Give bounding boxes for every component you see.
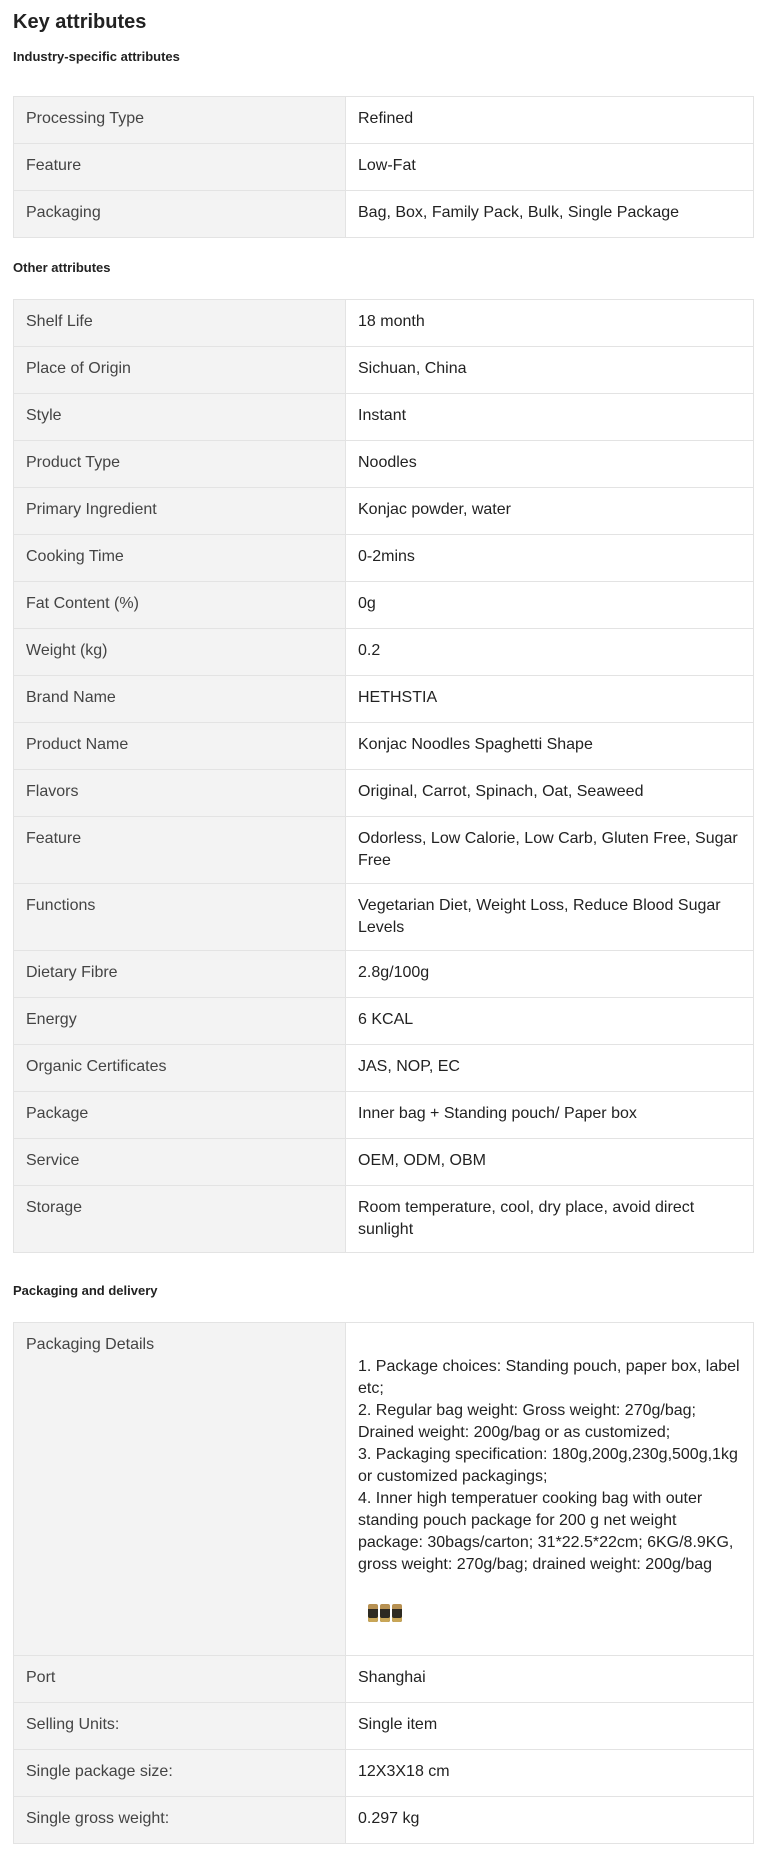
attribute-value: Noodles <box>346 441 754 488</box>
attribute-value: Shanghai <box>346 1656 754 1703</box>
table-row <box>14 998 754 1045</box>
attribute-label: Single gross weight: <box>14 1797 346 1844</box>
section-heading-delivery: Packaging and delivery <box>13 1283 158 1298</box>
attribute-label: Organic Certificates <box>14 1045 346 1092</box>
attribute-value: 0.297 kg <box>346 1797 754 1844</box>
table-row <box>14 347 754 394</box>
attribute-value: Single item <box>346 1703 754 1750</box>
attribute-value: 0.2 <box>346 629 754 676</box>
table-row <box>14 191 754 238</box>
attribute-label: Primary Ingredient <box>14 488 346 535</box>
attribute-label: Selling Units: <box>14 1703 346 1750</box>
attribute-value: 2.8g/100g <box>346 951 754 998</box>
table-row <box>14 394 754 441</box>
attribute-value: 12X3X18 cm <box>346 1750 754 1797</box>
attribute-value: Konjac Noodles Spaghetti Shape <box>346 723 754 770</box>
attribute-value: Instant <box>346 394 754 441</box>
attribute-value: Low-Fat <box>346 144 754 191</box>
other-attributes-table <box>13 299 754 1253</box>
table-row <box>14 1656 754 1703</box>
table-row <box>14 884 754 951</box>
attribute-label: Place of Origin <box>14 347 346 394</box>
attribute-label: Feature <box>14 817 346 884</box>
attribute-label: Package <box>14 1092 346 1139</box>
attribute-label: Product Name <box>14 723 346 770</box>
attribute-label: Port <box>14 1656 346 1703</box>
attribute-value: 6 KCAL <box>346 998 754 1045</box>
attribute-value: 0-2mins <box>346 535 754 582</box>
attribute-label: Cooking Time <box>14 535 346 582</box>
attribute-label: Packaging <box>14 191 346 238</box>
product-thumbnail-image[interactable] <box>380 1604 390 1622</box>
attribute-value: Sichuan, China <box>346 347 754 394</box>
attribute-value: Refined <box>346 97 754 144</box>
table-row <box>14 723 754 770</box>
table-row <box>14 441 754 488</box>
attribute-label: Processing Type <box>14 97 346 144</box>
table-row <box>14 1139 754 1186</box>
attribute-label: Packaging Details <box>14 1323 346 1656</box>
attribute-label: Energy <box>14 998 346 1045</box>
table-row <box>14 1750 754 1797</box>
attribute-label: Style <box>14 394 346 441</box>
attribute-value: Vegetarian Diet, Weight Loss, Reduce Blood Sugar Levels <box>346 884 754 951</box>
product-thumbnail-image[interactable] <box>392 1604 402 1622</box>
attribute-label: Weight (kg) <box>14 629 346 676</box>
packaging-details-cell <box>346 1323 754 1656</box>
attribute-label: Service <box>14 1139 346 1186</box>
delivery-attributes-table <box>13 1322 754 1844</box>
page-title: Key attributes <box>13 11 147 33</box>
table-row <box>14 488 754 535</box>
table-row <box>14 1092 754 1139</box>
table-row <box>14 1186 754 1253</box>
attribute-value: Odorless, Low Calorie, Low Carb, Gluten Free, Sugar Free <box>346 817 754 884</box>
product-thumbnails <box>368 1604 741 1622</box>
table-row <box>14 300 754 347</box>
table-row <box>14 1045 754 1092</box>
attribute-value: Original, Carrot, Spinach, Oat, Seaweed <box>346 770 754 817</box>
attribute-label: Product Type <box>14 441 346 488</box>
attribute-value: JAS, NOP, EC <box>346 1045 754 1092</box>
table-row <box>14 1703 754 1750</box>
table-row <box>14 676 754 723</box>
product-thumbnail-image[interactable] <box>368 1604 378 1622</box>
attribute-value: Inner bag + Standing pouch/ Paper box <box>346 1092 754 1139</box>
table-row <box>14 770 754 817</box>
attribute-label: Dietary Fibre <box>14 951 346 998</box>
attribute-label: Flavors <box>14 770 346 817</box>
attribute-value: 18 month <box>346 300 754 347</box>
table-row <box>14 97 754 144</box>
attribute-value: HETHSTIA <box>346 676 754 723</box>
attribute-label: Functions <box>14 884 346 951</box>
table-row <box>14 817 754 884</box>
table-row <box>14 535 754 582</box>
attribute-label: Feature <box>14 144 346 191</box>
attribute-label: Single package size: <box>14 1750 346 1797</box>
attribute-value: 1. Package choices: Standing pouch, paper box, label etc; 2. Regular bag weight: Gross weight: 270g/bag; Drained weight: 200g/bag or as customized; 3. Packaging specification: 180g,200g,230g,500g,1kg or customized packagings; 4. Inner high temperatuer cooking bag with outer standing pouch package for 200 g net weight package: 30bags/carton; 31*22.5*22cm; 6KG/8.9KG, gross weight: 270g/bag; drained weight: 200g/bag <box>358 1358 740 1573</box>
attribute-label: Shelf Life <box>14 300 346 347</box>
section-heading-other: Other attributes <box>13 260 111 275</box>
table-row <box>14 1797 754 1844</box>
table-row <box>14 629 754 676</box>
attribute-label: Storage <box>14 1186 346 1253</box>
table-row <box>14 582 754 629</box>
attribute-value: Konjac powder, water <box>346 488 754 535</box>
attribute-value: 0g <box>346 582 754 629</box>
attribute-label: Brand Name <box>14 676 346 723</box>
attribute-value: Room temperature, cool, dry place, avoid direct sunlight <box>346 1186 754 1253</box>
section-heading-industry: Industry-specific attributes <box>13 49 180 64</box>
table-row <box>14 1323 754 1656</box>
attribute-label: Fat Content (%) <box>14 582 346 629</box>
industry-attributes-table <box>13 96 754 238</box>
attribute-value: Bag, Box, Family Pack, Bulk, Single Package <box>346 191 754 238</box>
table-row <box>14 951 754 998</box>
table-row <box>14 144 754 191</box>
attribute-value: OEM, ODM, OBM <box>346 1139 754 1186</box>
